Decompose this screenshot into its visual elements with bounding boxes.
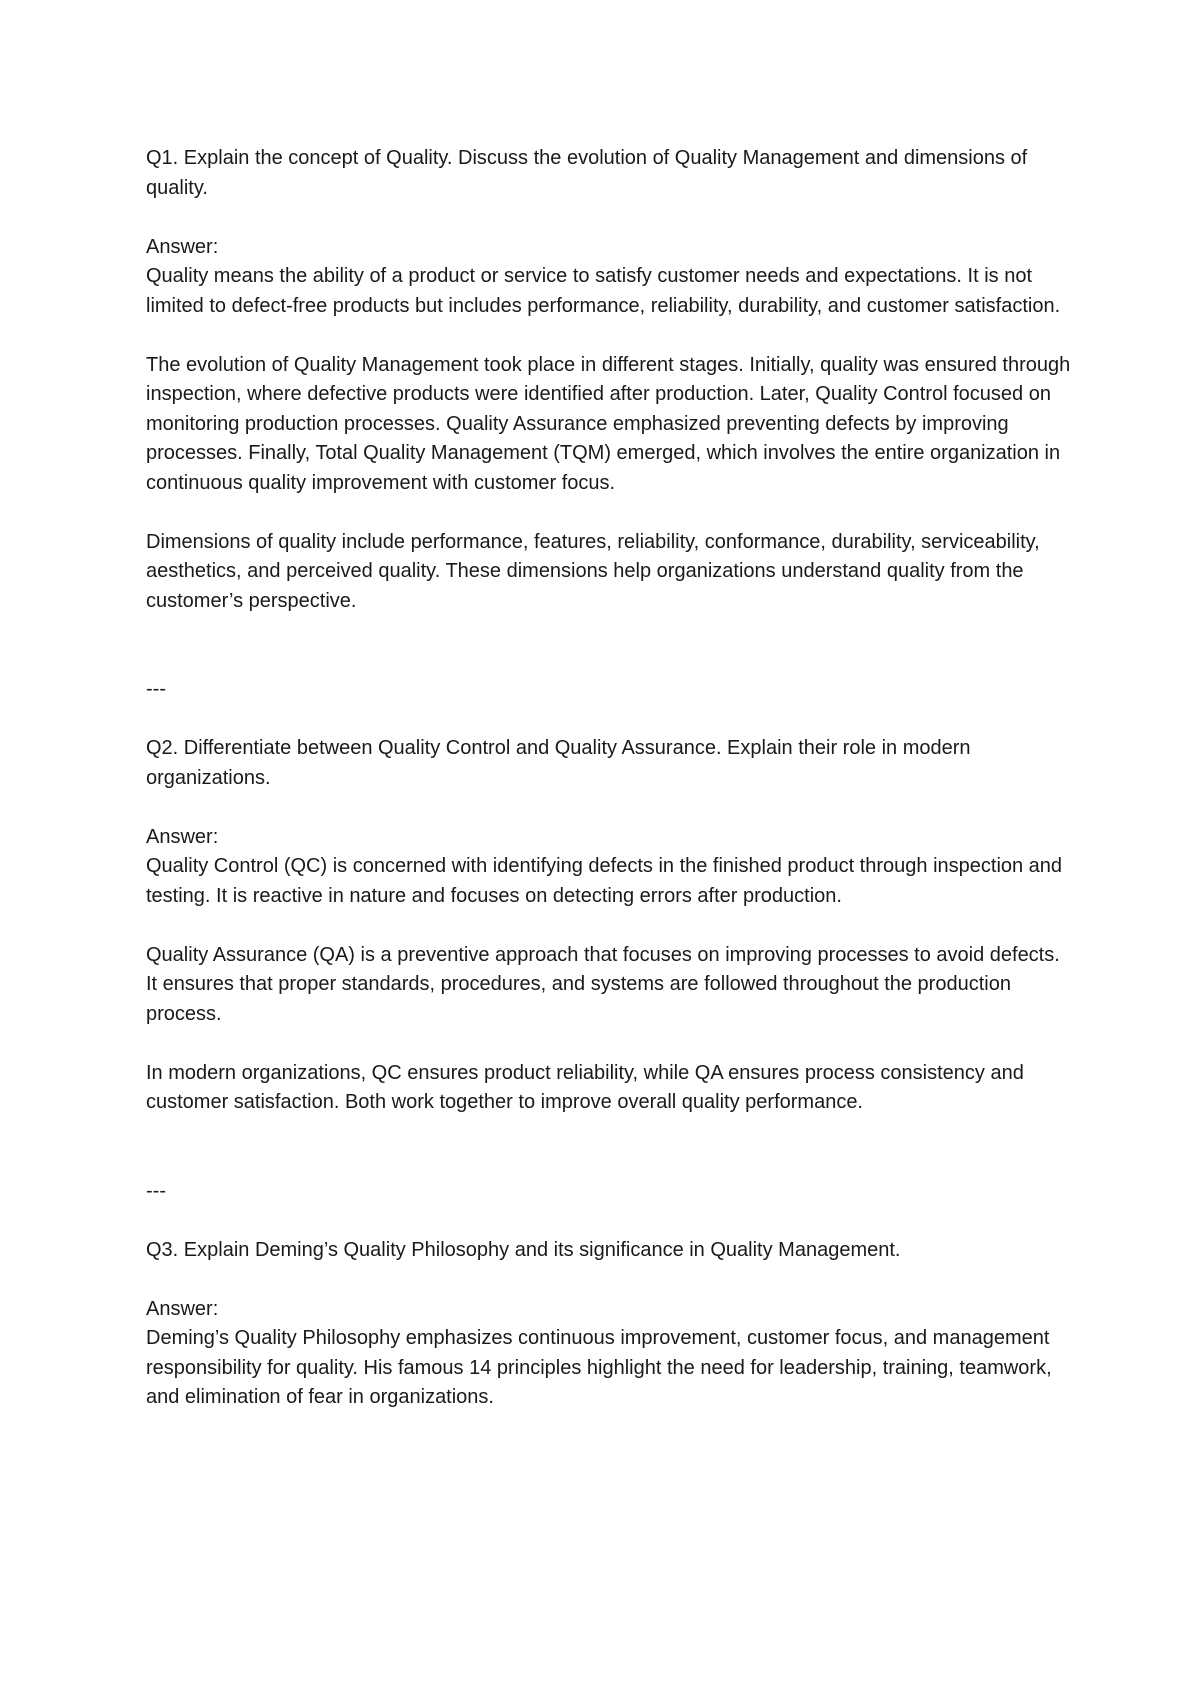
answer-label: Answer:: [146, 1297, 219, 1320]
answer-paragraph: Dimensions of quality include performance, features, reliability, conformance, durability, serviceability, aesthetics, and perceived quality. These dimensions help organizations understand quality from the customer’s perspective.: [146, 530, 1040, 612]
question-section-2: [146, 734, 1076, 1118]
answer-paragraph: Quality Control (QC) is concerned with identifying defects in the finished product through inspection and testing. It is reactive in nature and focuses on detecting errors after production.: [146, 855, 1063, 907]
section-separator: ---: [146, 1179, 166, 1202]
document-page: [146, 144, 1076, 1413]
question-section-3: [146, 1236, 1076, 1413]
answer-paragraph: Quality Assurance (QA) is a preventive approach that focuses on improving processes to avoid defects. It ensures that proper standards, procedures, and systems are followed throughout the production process.: [146, 943, 1060, 1025]
answer-label: Answer:: [146, 825, 219, 848]
answer-paragraph: In modern organizations, QC ensures product reliability, while QA ensures process consistency and customer satisfaction. Both work together to improve overall quality performance.: [146, 1061, 1024, 1113]
question-text: Q1. Explain the concept of Quality. Discuss the evolution of Quality Management and dimensions of quality.: [146, 147, 1028, 199]
answer-label: Answer:: [146, 235, 219, 258]
section-separator: ---: [146, 678, 166, 700]
question-text: Q2. Differentiate between Quality Control and Quality Assurance. Explain their role in modern organizations.: [146, 737, 971, 789]
question-text: Q3. Explain Deming’s Quality Philosophy and its significance in Quality Management.: [146, 1238, 901, 1261]
answer-paragraph: Deming’s Quality Philosophy emphasizes continuous improvement, customer focus, and management responsibility for quality. His famous 14 principles highlight the need for leadership, training, teamwork, and elimination of fear in organizations.: [146, 1327, 1052, 1408]
answer-paragraph: The evolution of Quality Management took place in different stages. Initially, quality was ensured through inspection, where defective products were identified after production. Later, Quality Control focused on monitoring production processes. Quality Assurance emphasized preventing defects by improving processes. Finally, Total Quality Management (TQM) emerged, which involves the entire organization in continuous quality improvement with customer focus.: [146, 353, 1071, 494]
answer-paragraph: Quality means the ability of a product or service to satisfy customer needs and expectations. It is not limited to defect-free products but includes performance, reliability, durability, and customer satisfaction.: [146, 265, 1061, 317]
question-section-1: [146, 144, 1076, 616]
